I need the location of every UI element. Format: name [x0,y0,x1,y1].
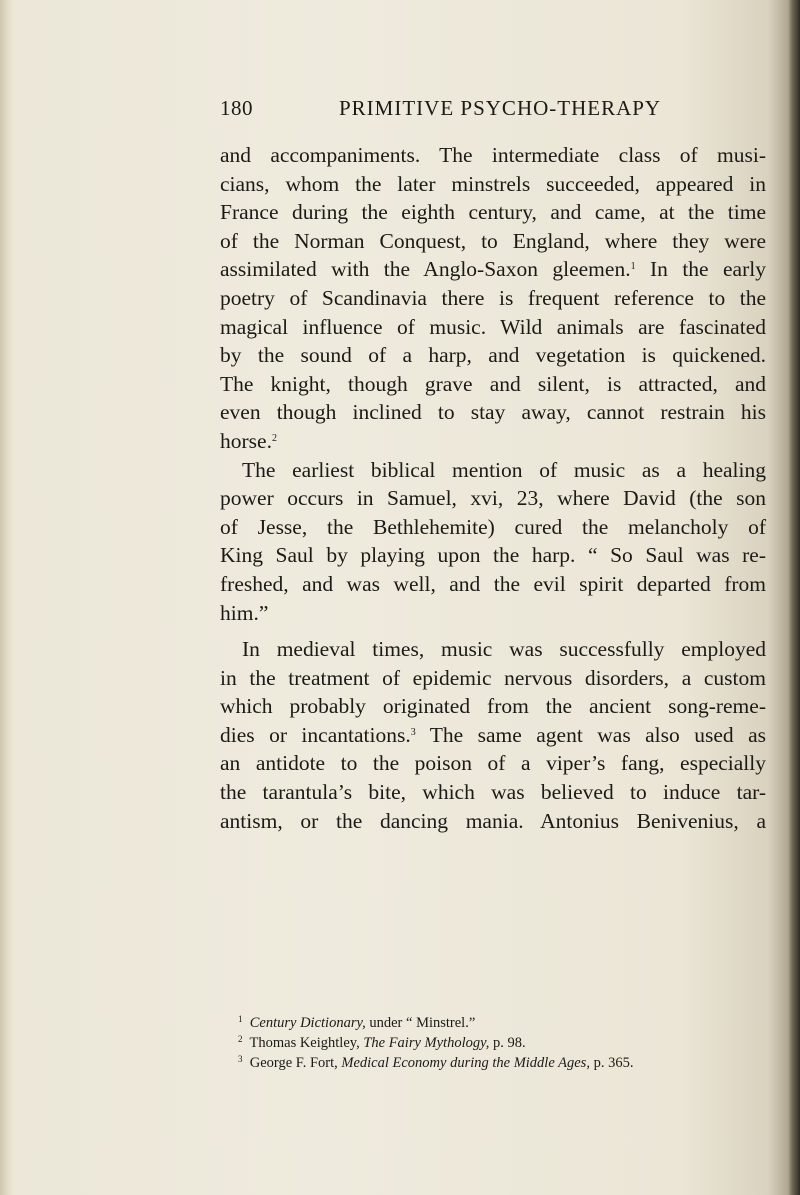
footnote-number: 1 [238,1014,243,1024]
text-line: of the Norman Conquest, to England, where they were [220,228,766,253]
footnote-3 [238,1053,758,1073]
footnote-ref: 2 [271,432,277,444]
footnote-number: 3 [238,1054,243,1064]
page-gutter-shadow [0,0,14,1195]
text-line: In medieval times, music was successfully employed [242,637,766,662]
paragraph-3 [220,635,766,835]
text-line: power occurs in Samuel, xvi, 23, where David (the son [220,486,766,511]
text-line: which probably originated from the ancient song-reme- [220,694,766,719]
text-line: The knight, though grave and silent, is attracted, and [220,371,766,396]
text-line: King Saul by playing upon the harp. “ So Saul was re- [220,543,766,568]
text-segment: assimilated with the Anglo-Saxon gleemen. [220,257,631,282]
footnotes [238,1013,758,1073]
body-text [220,141,766,835]
paragraph-gap [220,627,766,635]
footnote-number: 2 [238,1034,243,1044]
text-line: an antidote to the poison of a viper’s fang, especially [220,751,766,776]
footnote-author: George F. Fort, [249,1055,338,1071]
footnote-title: Medical Economy during the Middle Ages, [341,1055,590,1071]
text-line: even though inclined to stay away, cannot restrain his [220,400,766,425]
text-line [220,427,766,456]
text-line: and accompaniments. The intermediate class of musi- [220,143,766,167]
text-line [220,255,766,284]
text-segment: dies or incantations. [220,722,411,747]
text-segment: In the early [650,257,766,282]
page-number: 180 [220,96,253,120]
footnote-rest: p. 365. [593,1055,634,1071]
footnote-2 [238,1033,758,1053]
footnote-title: Century Dictionary, [249,1015,366,1031]
text-line: poetry of Scandinavia there is frequent reference to the [220,285,766,310]
text-line: antism, or the dancing mania. Antonius Benivenius, a [220,808,766,833]
text-line: magical influence of music. Wild animals are fascinated [220,314,766,339]
text-line: of Jesse, the Bethlehemite) cured the melancholy of [220,514,766,539]
text-line: cians, whom the later minstrels succeeded, appeared in [220,171,766,196]
text-line: freshed, and was well, and the evil spirit departed from [220,571,766,596]
page-edge-shadow [788,0,800,1195]
paragraph-1 [220,141,766,456]
footnote-ref: 3 [410,726,416,738]
running-title: PRIMITIVE PSYCHO-THERAPY [339,96,662,120]
footnote-title: The Fairy Mythology, [363,1035,490,1051]
footnote-author: Thomas Keightley, [249,1035,360,1051]
text-segment: The same agent was also used as [429,722,766,747]
text-line: the tarantula’s bite, which was believed to induce tar- [220,780,766,805]
text-line: him.” [220,600,269,625]
paragraph-2 [220,456,766,628]
footnote-rest: under “ Minstrel.” [369,1015,476,1031]
text-line: The earliest biblical mention of music as a healing [242,457,766,482]
footnote-rest: p. 98. [493,1035,526,1051]
text-line [220,721,766,750]
text-line: France during the eighth century, and came, at the time [220,200,766,225]
text-line: by the sound of a harp, and vegetation is quickened. [220,343,766,368]
footnote-ref: 1 [630,261,636,273]
footnote-1 [238,1013,758,1033]
text-line: in the treatment of epidemic nervous disorders, a custom [220,665,766,690]
text-segment: horse. [220,428,272,453]
page-header [220,96,670,130]
